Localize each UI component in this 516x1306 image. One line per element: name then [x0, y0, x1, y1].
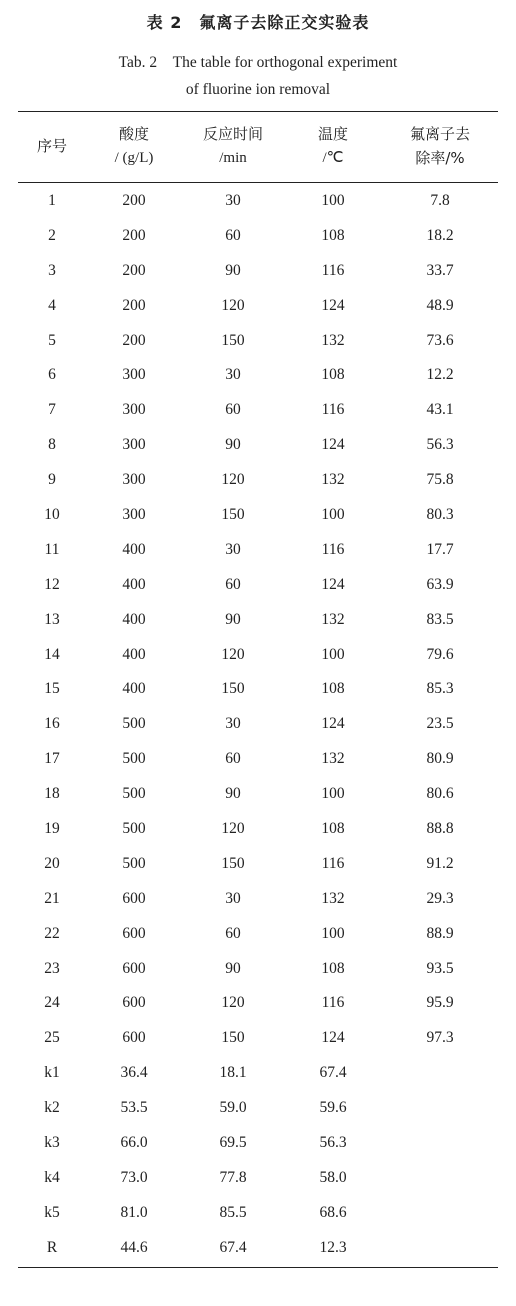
cell-acidity: 300 — [122, 506, 146, 524]
cell-acidity: 200 — [122, 226, 146, 244]
table-row — [18, 777, 498, 812]
table-row — [18, 812, 498, 847]
cell-acidity: 53.5 — [120, 1099, 148, 1117]
cell-serial-number: 8 — [48, 436, 56, 454]
table-row — [18, 742, 498, 777]
cell-temperature: 58.0 — [319, 1168, 347, 1186]
cell-reaction-time: 90 — [225, 436, 241, 454]
cell-acidity: 400 — [122, 610, 146, 628]
cell-temperature: 132 — [321, 889, 345, 907]
cell-temperature: 100 — [321, 785, 345, 803]
cell-temperature: 116 — [321, 261, 345, 279]
cell-serial-number: k1 — [44, 1064, 60, 1082]
cell-serial-number: 24 — [44, 994, 60, 1012]
cell-serial-number: k2 — [44, 1099, 60, 1117]
cell-acidity: 500 — [122, 820, 146, 838]
cell-reaction-time: 60 — [225, 575, 241, 593]
cell-removal-rate: 48.9 — [426, 296, 454, 314]
table-row — [18, 1161, 498, 1196]
table-row — [18, 1126, 498, 1161]
cell-reaction-time: 150 — [221, 506, 245, 524]
table-row — [18, 254, 498, 289]
cell-serial-number: 16 — [44, 715, 60, 733]
cell-serial-number: 18 — [44, 785, 60, 803]
cell-reaction-time: 90 — [225, 785, 241, 803]
cell-reaction-time: 90 — [225, 959, 241, 977]
cell-serial-number: 10 — [44, 506, 60, 524]
cell-temperature: 68.6 — [319, 1203, 347, 1221]
cell-serial-number: k3 — [44, 1134, 60, 1152]
cell-serial-number: 6 — [48, 366, 56, 384]
header-acidity-label: 酸度 — [118, 125, 149, 143]
cell-reaction-time: 67.4 — [219, 1238, 247, 1256]
cell-temperature: 100 — [321, 645, 345, 663]
cell-removal-rate: 33.7 — [426, 261, 454, 279]
cell-reaction-time: 30 — [225, 366, 241, 384]
cell-reaction-time: 120 — [221, 471, 245, 489]
cell-serial-number: 25 — [44, 1029, 60, 1047]
header-acidity — [95, 122, 173, 170]
cell-serial-number: R — [46, 1238, 58, 1256]
cell-serial-number: 17 — [44, 750, 60, 768]
header-fluorine-removal-rate-label: 氟离子去 — [409, 125, 470, 143]
cell-removal-rate: 93.5 — [426, 959, 454, 977]
cell-temperature: 132 — [321, 750, 345, 768]
cell-acidity: 200 — [122, 192, 146, 209]
cell-acidity: 400 — [122, 575, 146, 593]
table-caption-english-line2: of fluorine ion removal — [185, 81, 331, 98]
cell-removal-rate: 85.3 — [426, 680, 454, 698]
cell-reaction-time: 90 — [225, 261, 241, 279]
cell-serial-number: 15 — [44, 680, 60, 698]
cell-temperature: 124 — [321, 715, 345, 733]
cell-temperature: 56.3 — [319, 1134, 347, 1152]
cell-acidity: 73.0 — [120, 1168, 148, 1186]
cell-reaction-time: 120 — [221, 994, 245, 1012]
table-row — [18, 428, 498, 463]
cell-reaction-time: 69.5 — [219, 1134, 247, 1152]
cell-removal-rate: 83.5 — [426, 610, 454, 628]
cell-temperature: 100 — [321, 506, 345, 524]
cell-reaction-time: 60 — [225, 226, 241, 244]
cell-acidity: 600 — [122, 959, 146, 977]
table-row — [18, 603, 498, 638]
table-row — [18, 1021, 498, 1056]
header-temperature — [294, 122, 372, 170]
cell-reaction-time: 30 — [225, 540, 241, 558]
cell-acidity: 81.0 — [120, 1203, 148, 1221]
cell-reaction-time: 18.1 — [219, 1064, 247, 1082]
cell-removal-rate: 97.3 — [426, 1029, 454, 1047]
cell-removal-rate: 29.3 — [426, 889, 454, 907]
cell-acidity: 44.6 — [120, 1238, 148, 1256]
table-row — [18, 1231, 498, 1266]
header-reaction-time — [194, 122, 272, 170]
cell-reaction-time: 59.0 — [219, 1099, 247, 1117]
cell-reaction-time: 77.8 — [219, 1168, 247, 1186]
header-fluorine-removal-rate — [396, 122, 484, 170]
cell-acidity: 200 — [122, 296, 146, 314]
header-temperature-label: 温度 — [317, 125, 348, 143]
cell-acidity: 200 — [122, 261, 146, 279]
cell-reaction-time: 30 — [225, 889, 241, 907]
cell-temperature: 67.4 — [319, 1064, 347, 1082]
cell-reaction-time: 150 — [221, 1029, 245, 1047]
table-row — [18, 1056, 498, 1091]
cell-temperature: 124 — [321, 296, 345, 314]
cell-temperature: 108 — [321, 680, 345, 698]
table-body — [18, 184, 498, 1266]
cell-reaction-time: 150 — [221, 680, 245, 698]
cell-removal-rate: 18.2 — [426, 226, 454, 244]
cell-acidity: 400 — [122, 540, 146, 558]
cell-temperature: 124 — [321, 575, 345, 593]
cell-reaction-time: 60 — [225, 401, 241, 419]
cell-reaction-time: 150 — [221, 854, 245, 872]
cell-removal-rate: 80.6 — [426, 785, 454, 803]
cell-serial-number: 22 — [44, 924, 60, 942]
cell-removal-rate: 95.9 — [426, 994, 454, 1012]
cell-reaction-time: 30 — [225, 192, 241, 209]
table-bottom-rule — [18, 1267, 498, 1268]
cell-removal-rate: 80.9 — [426, 750, 454, 768]
cell-temperature: 132 — [321, 331, 345, 349]
cell-acidity: 400 — [122, 680, 146, 698]
cell-removal-rate: 91.2 — [426, 854, 454, 872]
table-row — [18, 917, 498, 952]
cell-serial-number: 23 — [44, 959, 60, 977]
header-reaction-time-unit: /min — [219, 150, 247, 166]
table-row — [18, 324, 498, 359]
cell-reaction-time: 120 — [221, 645, 245, 663]
cell-temperature: 124 — [321, 436, 345, 454]
cell-reaction-time: 85.5 — [219, 1203, 247, 1221]
cell-removal-rate: 56.3 — [426, 436, 454, 454]
table-row — [18, 533, 498, 568]
cell-serial-number: 4 — [48, 296, 56, 314]
cell-temperature: 100 — [321, 192, 345, 209]
cell-serial-number: k4 — [44, 1168, 60, 1186]
table-row — [18, 219, 498, 254]
cell-temperature: 100 — [321, 924, 345, 942]
cell-serial-number: 13 — [44, 610, 60, 628]
cell-reaction-time: 150 — [221, 331, 245, 349]
table-row — [18, 463, 498, 498]
cell-acidity: 500 — [122, 854, 146, 872]
cell-acidity: 300 — [122, 366, 146, 384]
cell-acidity: 600 — [122, 889, 146, 907]
cell-temperature: 116 — [321, 854, 345, 872]
table-row — [18, 672, 498, 707]
cell-serial-number: 14 — [44, 645, 60, 663]
cell-removal-rate: 7.8 — [430, 192, 450, 209]
cell-temperature: 108 — [321, 820, 345, 838]
table-row — [18, 707, 498, 742]
cell-removal-rate: 80.3 — [426, 506, 454, 524]
table-row — [18, 882, 498, 917]
cell-serial-number: k5 — [44, 1203, 60, 1221]
cell-acidity: 600 — [122, 994, 146, 1012]
cell-serial-number: 11 — [44, 540, 60, 558]
cell-acidity: 300 — [122, 471, 146, 489]
cell-acidity: 500 — [122, 715, 146, 733]
header-temperature-unit: /℃ — [322, 150, 344, 166]
table-row — [18, 986, 498, 1021]
table-header — [18, 112, 498, 182]
cell-acidity: 500 — [122, 785, 146, 803]
table-caption-chinese: 表 2 氟离子去除正交实验表 — [146, 13, 370, 32]
table-row — [18, 847, 498, 882]
header-fluorine-removal-rate-unit: 除率/% — [415, 149, 465, 167]
cell-temperature: 59.6 — [319, 1099, 347, 1117]
cell-removal-rate: 17.7 — [426, 540, 454, 558]
table-row — [18, 638, 498, 673]
cell-temperature: 116 — [321, 540, 345, 558]
table-caption-english-line1: Tab. 2 The table for orthogonal experiment — [118, 54, 398, 71]
cell-removal-rate: 88.9 — [426, 924, 454, 942]
cell-acidity: 66.0 — [120, 1134, 148, 1152]
table-row — [18, 1091, 498, 1126]
cell-reaction-time: 30 — [225, 715, 241, 733]
table-row — [18, 952, 498, 987]
cell-serial-number: 7 — [48, 401, 56, 419]
table-header-rule — [18, 182, 498, 183]
cell-removal-rate: 43.1 — [426, 401, 454, 419]
cell-temperature: 132 — [321, 471, 345, 489]
cell-reaction-time: 60 — [225, 750, 241, 768]
cell-temperature: 116 — [321, 994, 345, 1012]
table-row — [18, 568, 498, 603]
cell-removal-rate: 73.6 — [426, 331, 454, 349]
cell-reaction-time: 120 — [221, 296, 245, 314]
cell-serial-number: 2 — [48, 226, 56, 244]
cell-serial-number: 19 — [44, 820, 60, 838]
cell-temperature: 108 — [321, 959, 345, 977]
table-row — [18, 184, 498, 219]
cell-removal-rate: 63.9 — [426, 575, 454, 593]
cell-acidity: 300 — [122, 436, 146, 454]
cell-removal-rate: 12.2 — [426, 366, 454, 384]
table-row — [18, 289, 498, 324]
cell-serial-number: 20 — [44, 854, 60, 872]
table-row — [18, 498, 498, 533]
table-row — [18, 1196, 498, 1231]
header-reaction-time-label: 反应时间 — [202, 125, 263, 143]
cell-serial-number: 5 — [48, 331, 56, 349]
cell-temperature: 108 — [321, 226, 345, 244]
cell-temperature: 12.3 — [319, 1238, 347, 1256]
cell-acidity: 36.4 — [120, 1064, 148, 1082]
cell-reaction-time: 120 — [221, 820, 245, 838]
cell-removal-rate: 75.8 — [426, 471, 454, 489]
cell-serial-number: 9 — [48, 471, 56, 489]
table-row — [18, 393, 498, 428]
cell-removal-rate: 23.5 — [426, 715, 454, 733]
cell-serial-number: 1 — [48, 192, 56, 209]
table-row — [18, 358, 498, 393]
cell-reaction-time: 90 — [225, 610, 241, 628]
cell-acidity: 600 — [122, 1029, 146, 1047]
cell-temperature: 108 — [321, 366, 345, 384]
cell-acidity: 500 — [122, 750, 146, 768]
cell-temperature: 124 — [321, 1029, 345, 1047]
cell-reaction-time: 60 — [225, 924, 241, 942]
cell-serial-number: 12 — [44, 575, 60, 593]
cell-acidity: 300 — [122, 401, 146, 419]
cell-removal-rate: 88.8 — [426, 820, 454, 838]
cell-acidity: 200 — [122, 331, 146, 349]
cell-temperature: 132 — [321, 610, 345, 628]
header-serial-number — [30, 134, 74, 158]
cell-removal-rate: 79.6 — [426, 645, 454, 663]
cell-serial-number: 3 — [48, 261, 56, 279]
cell-serial-number: 21 — [44, 889, 60, 907]
cell-acidity: 600 — [122, 924, 146, 942]
header-serial-number-label: 序号 — [36, 137, 67, 155]
header-acidity-unit: / (g/L) — [114, 150, 154, 166]
cell-acidity: 400 — [122, 645, 146, 663]
cell-temperature: 116 — [321, 401, 345, 419]
